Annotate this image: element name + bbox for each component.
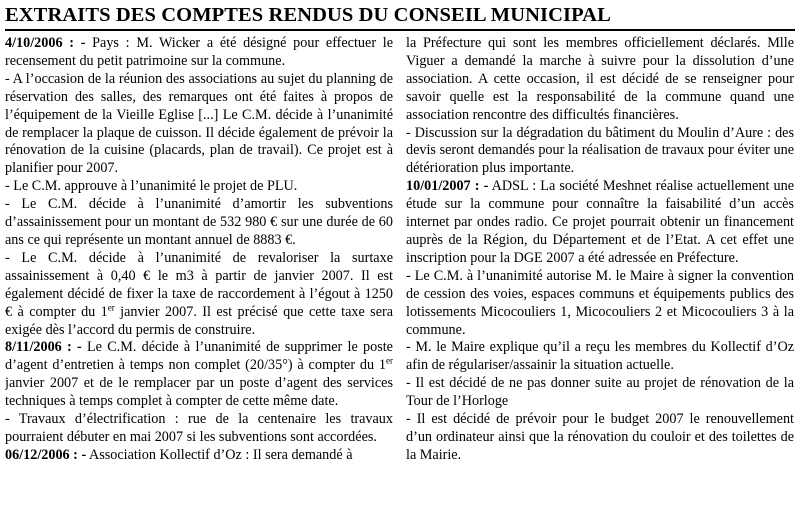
paragraph-poste-agent: 8/11/2006 : - Le C.M. décide à l’unanimité de supprimer le poste d’agent d’entretien à temps non complet (20/35°) à compter du 1er janvier 2007 et de le remplacer par un poste d’agent des services techniques à temps complet à compter de cette même date. [5, 339, 393, 410]
paragraph-subventions: - Le C.M. décide à l’unanimité d’amortir les subventions d’assainissement pour un montant de 532 980 € sur une durée de 60 ans ce qui représente un montant annuel de 8883 €. [5, 196, 393, 248]
date-06-12-2006: 06/12/2006 : - [5, 446, 87, 463]
paragraph-kollectif-start: 06/12/2006 : - Association Kollectif d’Oz : Il sera demandé à [5, 446, 353, 463]
date-8-11-2006: 8/11/2006 : - [5, 339, 82, 356]
paragraph-moulin: - Discussion sur la dégradation du bâtiment du Moulin d’Aure : des devis seront demandés pour la réalisation de travaux pour éviter une détérioration plus importante. [406, 124, 794, 177]
paragraph-prefecture: la Préfecture qui sont les membres officiellement déclarés. Mlle Viguer a demandé la marche à suivre pour la dissolution d’une association. A cette occasion, il est décidé de se renseigner pour savoir quelle est la responsabilité de la commune quand une association rencontre des difficultés financières. [406, 35, 794, 123]
paragraph-adsl: 10/01/2007 : - ADSL : La société Meshnet réalise actuellement une étude sur la commune pour connaître la faisabilité d’un accès internet par ondes radio. Ce projet pourrait obtenir un financement auprès de la Région, du Département et de l’Etat. A cet effet une inscription pour la DGE 2007 a été adressée en Préfecture. [406, 178, 794, 266]
paragraph-surtaxe: - Le C.M. décide à l’unanimité de revaloriser la surtaxe assainissement à 0,40 € le m3 à partir de janvier 2007. Il est également décidé de fixer la taxe de raccordement à l’égout à 1250 € à compter du 1er janvier 2007. Il est précisé que cette taxe sera exigée dès l’accord du permis de construire. [5, 249, 393, 338]
paragraph-electrification: - Travaux d’électrification : rue de la centenaire les travaux pourraient débuter en mai 2007 si les subventions sont accordées. [5, 411, 393, 445]
paragraph-plu: - Le C.M. approuve à l’unanimité le projet de PLU. [5, 178, 298, 195]
paragraph-budget: - Il est décidé de prévoir pour le budget 2007 le renouvellement d’un ordinateur ainsi que la rénovation du couloir et des toilettes de la Mairie. [406, 411, 794, 463]
paragraph-tour-horloge: - Il est décidé de ne pas donner suite au projet de rénovation de la Tour de l’Horloge [406, 375, 794, 410]
page-title: EXTRAITS DES COMPTES RENDUS DU CONSEIL MUNICIPAL [5, 4, 611, 26]
date-4-10-2006: 4/10/2006 : - [5, 35, 86, 51]
left-column [5, 35, 393, 465]
right-column [406, 35, 794, 465]
paragraph-kollectif: - M. le Maire explique qu’il a reçu les membres du Kollectif d’Oz afin de régulariser/assainir la situation actuelle. [406, 339, 794, 374]
paragraph-vieille-eglise: - A l’occasion de la réunion des associations au sujet du planning de réservation des salles, des remarques ont été faites à propos de l’équipement de la Vieille Eglise [...] Le C.M. décide à l’unanimité de remplacer la plaque de cuisson. Il décide également de prévoir la rénovation de la cuisine (placards, plan de travail). Ce projet est à planifier pour 2007. [5, 70, 393, 177]
paragraph-pays: 4/10/2006 : - Pays : M. Wicker a été désigné pour effectuer le recensement du petit patrimoine sur la commune. [5, 35, 393, 69]
date-10-01-2007: 10/01/2007 : - [406, 178, 489, 195]
paragraph-convention: - Le C.M. à l’unanimité autorise M. le Maire à signer la convention de cession des voies, espaces communs et équipements publics des lotissements Micocouliers 1, Micocouliers 2 et Micocouliers 3 à la commune. [406, 267, 794, 338]
title-rule [5, 29, 795, 31]
